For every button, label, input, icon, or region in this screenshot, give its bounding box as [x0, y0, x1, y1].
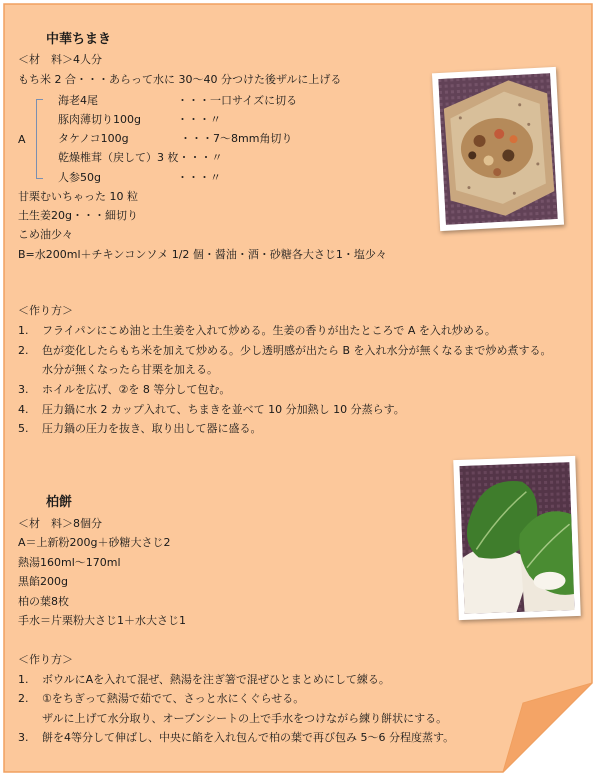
chimaki-photo: [432, 67, 564, 231]
step-text: フライパンにこめ油と土生姜を入れて炒める。生姜の香りが出たところで A を入れ炒める。: [42, 324, 496, 337]
group-item-note: ・・・〃: [177, 113, 221, 126]
step-text: 水分が無くなったら甘栗を加える。: [42, 363, 218, 376]
recipe2-servings: ＜材 料＞8個分: [18, 517, 102, 530]
step-number: 1.: [18, 673, 29, 686]
kashiwa-mochi-image: [459, 462, 574, 614]
recipe2-title: 柏餅: [46, 495, 73, 510]
step-text: ザルに上げて水分取り、オーブンシートの上で手水をつけながら練り餅状にする。: [42, 712, 448, 725]
ingredient-line: 手水＝片栗粉大さじ1＋水大さじ1: [18, 614, 186, 627]
recipe1-rice: もち米 2 合・・・あらって水に 30～40 分つけた後ザルに上げる: [18, 73, 342, 86]
step-text: 圧力鍋に水 2 カップ入れて、ちまきを並べて 10 分加熱し 10 分蒸らす。: [42, 403, 405, 416]
recipe1-title: 中華ちまき: [46, 32, 112, 47]
step-number: 2.: [18, 692, 29, 705]
step-text: 色が変化したらもち米を加えて炒める。少し透明感が出たら B を入れ水分が無くなるまで炒め煮する。: [42, 344, 552, 357]
ingredient-line: 黒餡200g: [18, 575, 68, 588]
step-number: 2.: [18, 344, 29, 357]
step-text: ホイルを広げ、②を 8 等分して包む。: [42, 383, 231, 396]
group-item-note: ・・・7～8mm角切り: [180, 132, 293, 145]
group-item: 乾燥椎茸（戻して）3 枚・・・〃: [58, 151, 223, 164]
step-number: 5.: [18, 422, 29, 435]
ingredient-line: 熱湯160ml～170ml: [18, 556, 121, 569]
ingredient-line: 甘栗むいちゃった 10 粒: [18, 190, 138, 203]
chimaki-image: [438, 73, 557, 225]
ingredient-line: こめ油少々: [18, 228, 73, 241]
group-item: 海老4尾: [58, 94, 98, 107]
step-number: 4.: [18, 403, 29, 416]
step-number: 3.: [18, 383, 29, 396]
ingredient-line: 柏の葉8枚: [18, 595, 69, 608]
step-number: 3.: [18, 731, 29, 744]
group-item: タケノコ100g: [58, 132, 129, 145]
group-item: 人参50g: [58, 171, 101, 184]
recipe1-servings: ＜材 料＞4人分: [18, 53, 102, 66]
ingredient-line: B=水200ml＋チキンコンソメ 1/2 個・醤油・酒・砂糖各大さじ1・塩少々: [18, 248, 387, 261]
group-item: 豚肉薄切り100g: [58, 113, 141, 126]
step-text: 餅を4等分して伸ばし、中央に餡を入れ包んで柏の葉で再び包み 5～6 分程度蒸す。: [42, 731, 455, 744]
step-text: ボウルにAを入れて混ぜ、熱湯を注ぎ箸で混ぜひとまとめにして練る。: [42, 673, 390, 686]
group-bracket: [36, 99, 43, 179]
recipe2-method-heading: ＜作り方＞: [18, 653, 73, 666]
kashiwa-mochi-photo: [453, 456, 581, 620]
step-number: 1.: [18, 324, 29, 337]
ingredient-line: 土生姜20g・・・細切り: [18, 209, 138, 222]
step-text: 圧力鍋の圧力を抜き、取り出して器に盛る。: [42, 422, 262, 435]
recipe1-method-heading: ＜作り方＞: [18, 304, 73, 317]
group-item-note: ・・・〃: [177, 171, 221, 184]
group-item-note: ・・・一口サイズに切る: [177, 94, 298, 107]
group-label: A: [18, 133, 26, 146]
ingredient-line: A＝上新粉200g＋砂糖大さじ2: [18, 536, 171, 549]
step-text: ①をちぎって熱湯で茹でて、さっと水にくぐらせる。: [42, 692, 305, 705]
